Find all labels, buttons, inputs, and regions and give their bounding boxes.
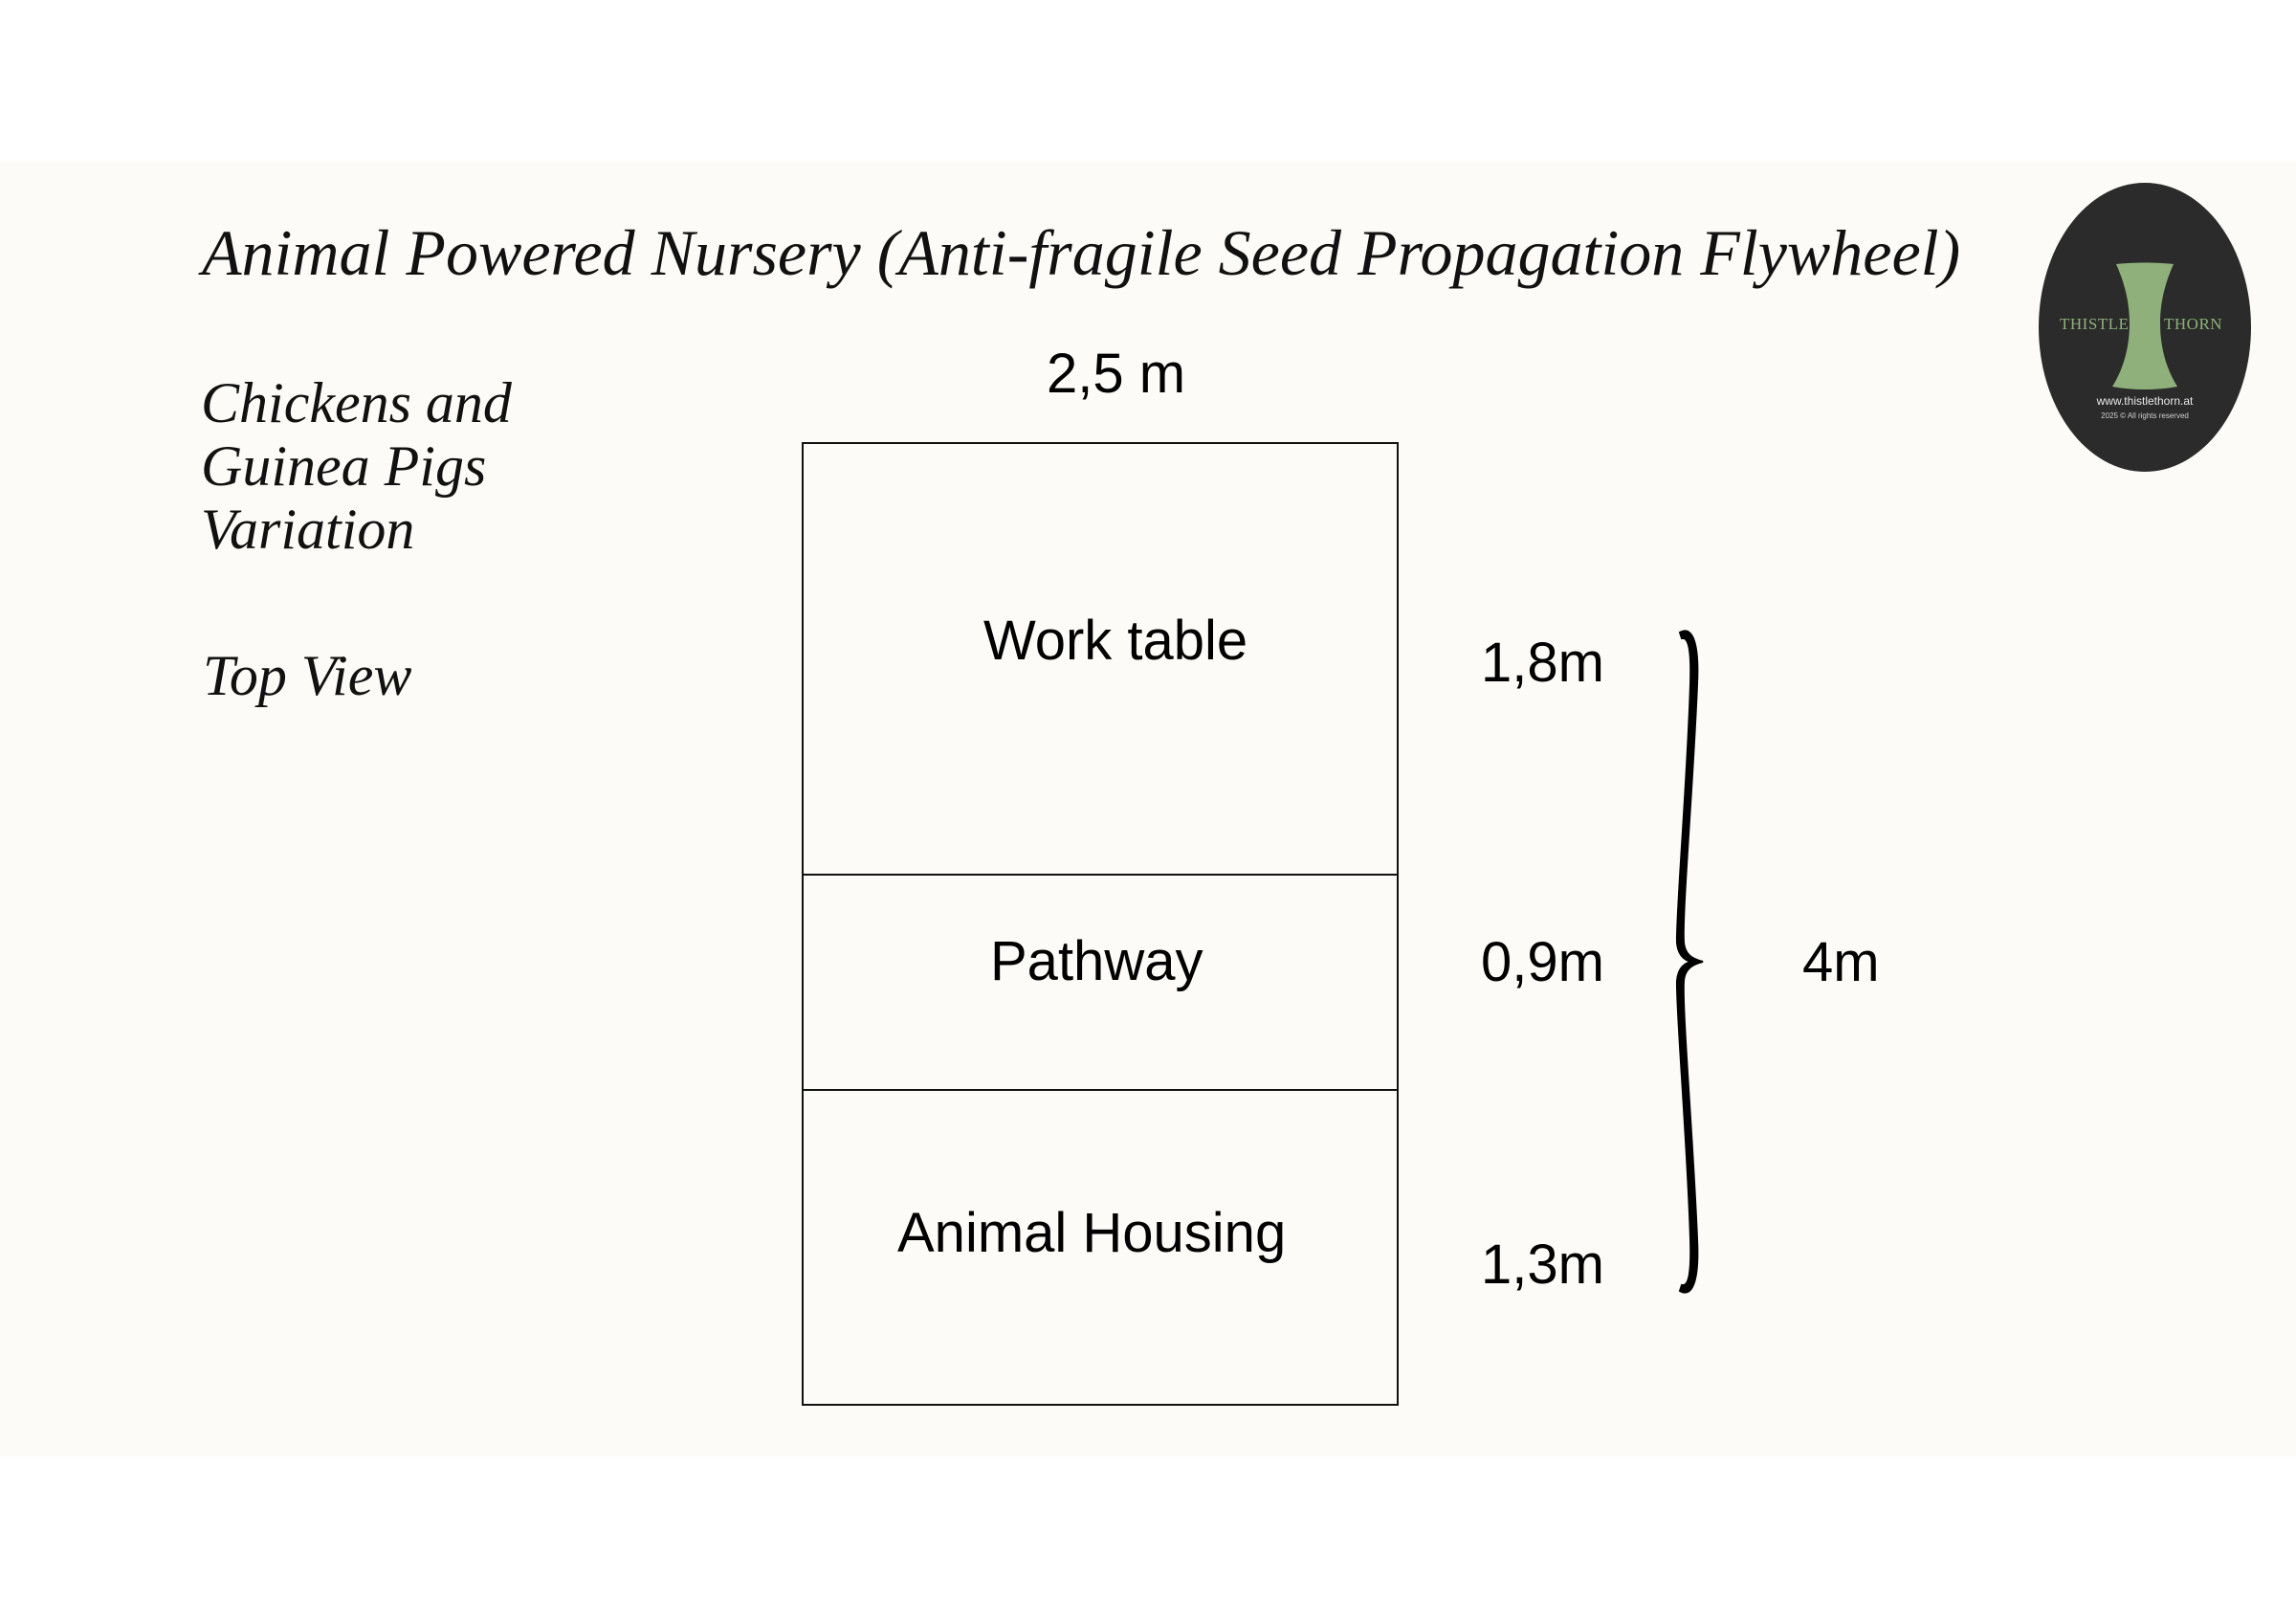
svg-text:THORN: THORN: [2164, 315, 2223, 333]
total-depth-label: 4m: [1802, 931, 1880, 993]
svg-text:THISTLE: THISTLE: [2060, 315, 2130, 333]
depth-label-work-table: 1,8m: [1481, 632, 1604, 694]
zone-work-table: [802, 442, 1399, 876]
svg-text:www.thistlethorn.at: www.thistlethorn.at: [2096, 394, 2194, 408]
zone-pathway: [802, 874, 1399, 1091]
thistle-thorn-logo: [2038, 182, 2252, 473]
subtitle-line: Chickens and: [201, 371, 512, 434]
width-dimension-label: 2,5 m: [1047, 343, 1186, 405]
subtitle: [201, 371, 512, 561]
subtitle-line: Variation: [201, 498, 415, 561]
zone-label-animal-housing: Animal Housing: [897, 1202, 1287, 1264]
zone-animal-housing: [802, 1089, 1399, 1406]
depth-label-animal-housing: 1,3m: [1481, 1233, 1604, 1296]
subtitle-line: Guinea Pigs: [201, 434, 487, 498]
zone-label-work-table: Work table: [983, 610, 1248, 672]
zone-label-pathway: Pathway: [990, 930, 1203, 992]
curly-brace-icon: [1661, 627, 1728, 1297]
depth-label-pathway: 0,9m: [1481, 931, 1604, 993]
logo-badge-icon: [2038, 182, 2252, 473]
page-title: Animal Powered Nursery (Anti-fragile Seed Propagation Flywheel): [202, 216, 1961, 289]
svg-text:2025 © All rights reserved: 2025 © All rights reserved: [2101, 411, 2189, 420]
view-label: Top View: [203, 644, 412, 707]
